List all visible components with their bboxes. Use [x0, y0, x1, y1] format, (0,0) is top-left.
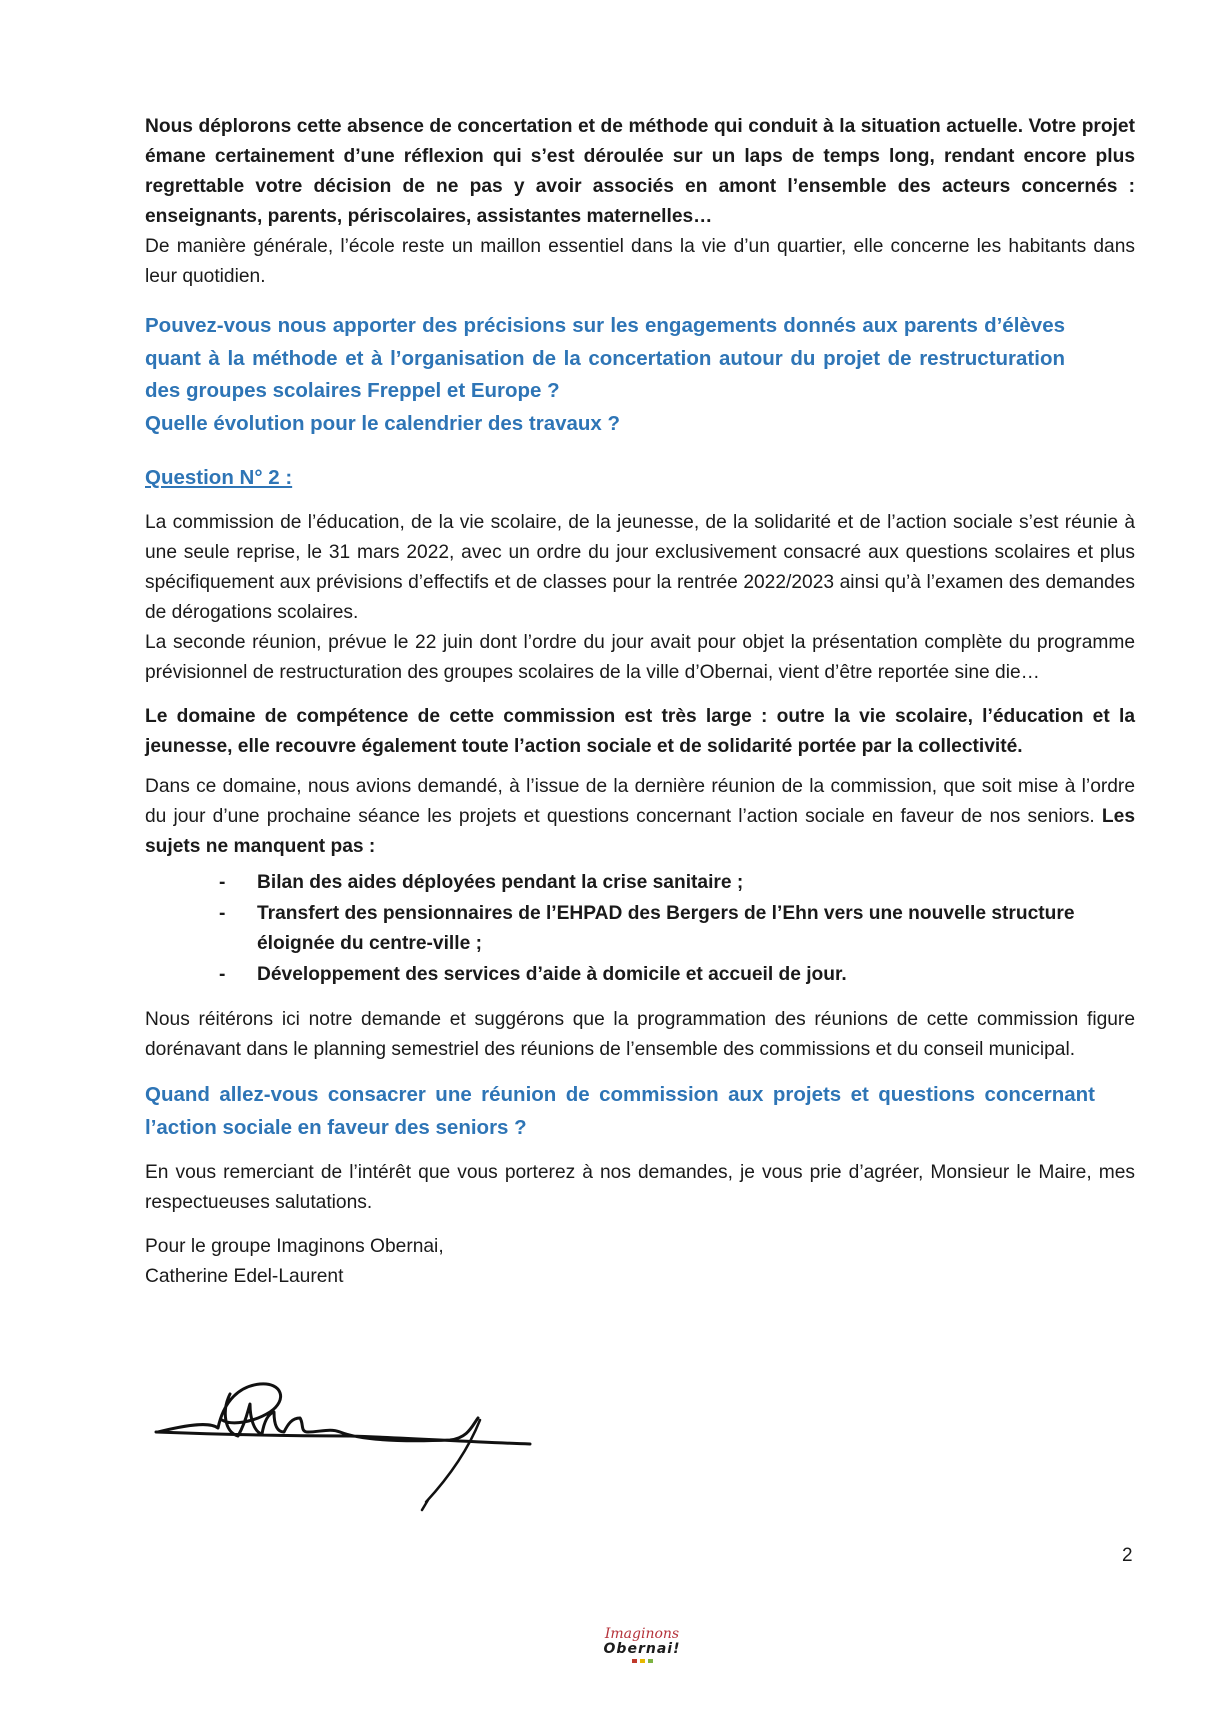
logo-line-2: Obernai!: [603, 1641, 681, 1657]
heading-question-2: [145, 462, 1135, 494]
paragraph-ecole: De manière générale, l’école reste un maillon essentiel dans la vie d’un quartier, elle concerne les habitants dans leur quotidien.: [145, 236, 1135, 287]
paragraph-seconde-reunion: La seconde réunion, prévue le 22 juin dont l’ordre du jour avait pour objet la présentation complète du programme prévisionnel de restructuration des groupes scolaires de la ville d’Obernai, vient d’être reportée sine die…: [145, 632, 1135, 683]
paragraph-commission: La commission de l’éducation, de la vie scolaire, de la jeunesse, de la solidarité et de l’action sociale s’est réunie à une seule reprise, le 31 mars 2022, avec un ordre du jour exclusivement consacré aux questions scolaires et plus spécifiquement aux prévisions d’effectifs et de classes pour la rentrée 2022/2023 ainsi qu’à l’examen des demandes de dérogations scolaires.: [145, 512, 1135, 623]
logo-dot-yellow: [640, 1659, 645, 1663]
list-item-text: Développement des services d’aide à domicile et accueil de jour.: [257, 964, 847, 985]
logo-dot-red: [632, 1659, 637, 1663]
page-number: 2: [1122, 1545, 1133, 1566]
question-2-text: Quand allez-vous consacrer une réunion de commission aux projets et questions concernant l’action sociale en faveur des seniors ?: [145, 1083, 1095, 1139]
list-item-text: Bilan des aides déployées pendant la crise sanitaire ;: [257, 872, 744, 893]
letter-body: [145, 112, 1135, 1292]
paragraph-closing: En vous remerciant de l’intérêt que vous porterez à nos demandes, je vous prie d’agréer, Monsieur le Maire, mes respectueuses salutations.: [145, 1162, 1135, 1213]
dash-marker: -: [219, 903, 226, 924]
handwritten-signature: [150, 1360, 540, 1520]
dash-marker: -: [219, 872, 226, 893]
list-item-text: Transfert des pensionnaires de l’EHPAD des Bergers de l’Ehn vers une nouvelle structure éloignée du centre-ville ;: [257, 903, 1075, 954]
question-1-text: Pouvez-vous nous apporter des précisions sur les engagements donnés aux parents d’élèves quant à la méthode et à l’organisation de la concertation autour du projet de restructuration des groupes scolaires Freppel et Europe ?: [145, 314, 1065, 402]
paragraph-concertation: Nous déplorons cette absence de concertation et de méthode qui conduit à la situation actuelle. Votre projet émane certainement d’une réflexion qui s’est déroulée sur un laps de temps long, rendant encore plus regrettable votre décision de ne pas y avoir associés en amont l’ensemble des acteurs concernés : enseignants, parents, périscolaires, assistantes maternelles…: [145, 116, 1135, 227]
paragraph-seniors-bold: Les sujets ne manquent pas :: [145, 806, 1135, 857]
list-item: [219, 960, 1135, 991]
dash-marker: -: [219, 964, 226, 985]
signatory: [145, 1232, 1135, 1292]
imaginons-obernai-logo: [596, 1627, 688, 1663]
logo-line-1: Imaginons: [604, 1626, 680, 1642]
question-1-calendar: Quelle évolution pour le calendrier des travaux ?: [145, 411, 621, 435]
question-1-block: [145, 310, 1135, 440]
logo-dots: [596, 1659, 688, 1663]
logo-dot-green: [648, 1659, 653, 1663]
paragraph-seniors-text: Dans ce domaine, nous avions demandé, à l’issue de la dernière réunion de la commission, que soit mise à l’ordre du jour d’une prochaine séance les projets et questions concernant l’action sociale en faveur de nos seniors.: [145, 776, 1135, 827]
heading-question-2-label: Question N° 2 :: [145, 466, 293, 489]
list-item: [219, 899, 1135, 960]
signatory-name: Catherine Edel-Laurent: [145, 1266, 344, 1287]
list-item: [219, 868, 1135, 899]
paragraph-domaine-competence: Le domaine de compétence de cette commission est très large : outre la vie scolaire, l’éducation et la jeunesse, elle recouvre également toute l’action sociale et de solidarité portée par la collectivité.: [145, 706, 1135, 757]
paragraph-reiteration: Nous réitérons ici notre demande et suggérons que la programmation des réunions de cette commission figure dorénavant dans le planning semestriel des réunions de l’ensemble des commissions et du conseil municipal.: [145, 1009, 1135, 1060]
signatory-group: Pour le groupe Imaginons Obernai,: [145, 1236, 444, 1257]
subjects-list: [145, 868, 1135, 991]
paragraph-seniors: [145, 772, 1135, 862]
